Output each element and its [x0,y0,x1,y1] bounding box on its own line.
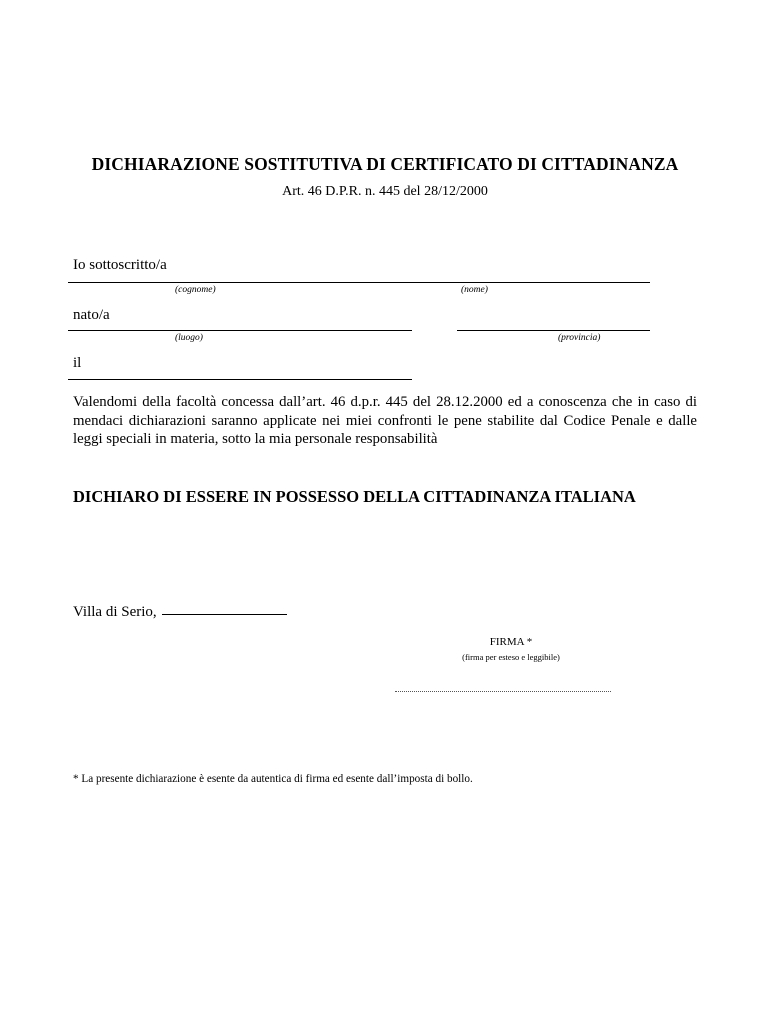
undersigned-field-line[interactable] [68,282,650,283]
document-title: DICHIARAZIONE SOSTITUTIVA DI CERTIFICATO DI CITTADINANZA [91,154,679,174]
place-label: Villa di Serio, [73,604,157,620]
birthdate-field-line[interactable] [68,379,412,380]
responsibility-paragraph: Valendomi della facoltà concessa dall’art. 46 d.p.r. 445 del 28.12.2000 ed a conoscenza che in caso di mendaci dichiarazioni saranno applicate nei miei confronti le pene stabilite dal Codice Penale e dalle leggi speciali in materia, sotto la mia personale responsabilità [73,394,697,447]
declaration-heading: DICHIARO DI ESSERE IN POSSESSO DELLA CITTADINANZA ITALIANA [73,487,636,506]
signature-note: (firma per esteso e leggibile) [462,652,560,662]
place-hint: (luogo) [175,333,203,343]
date-label: il [73,355,82,371]
surname-hint: (cognome) [175,285,216,295]
signature-label: FIRMA * [489,636,533,648]
signature-line[interactable] [395,691,611,692]
place-date-row [73,604,287,621]
birthplace-field-line[interactable] [68,330,412,331]
name-hint: (nome) [461,285,488,295]
province-field-line[interactable] [457,330,650,331]
province-hint: (provincia) [558,333,601,343]
document-subtitle: Art. 46 D.P.R. n. 445 del 28/12/2000 [282,184,488,199]
undersigned-label: Io sottoscritto/a [73,257,167,273]
footnote: * La presente dichiarazione è esente da autentica di firma ed esente dall’imposta di bollo. [73,773,473,785]
date-blank-line[interactable] [162,614,287,615]
born-label: nato/a [73,307,110,323]
